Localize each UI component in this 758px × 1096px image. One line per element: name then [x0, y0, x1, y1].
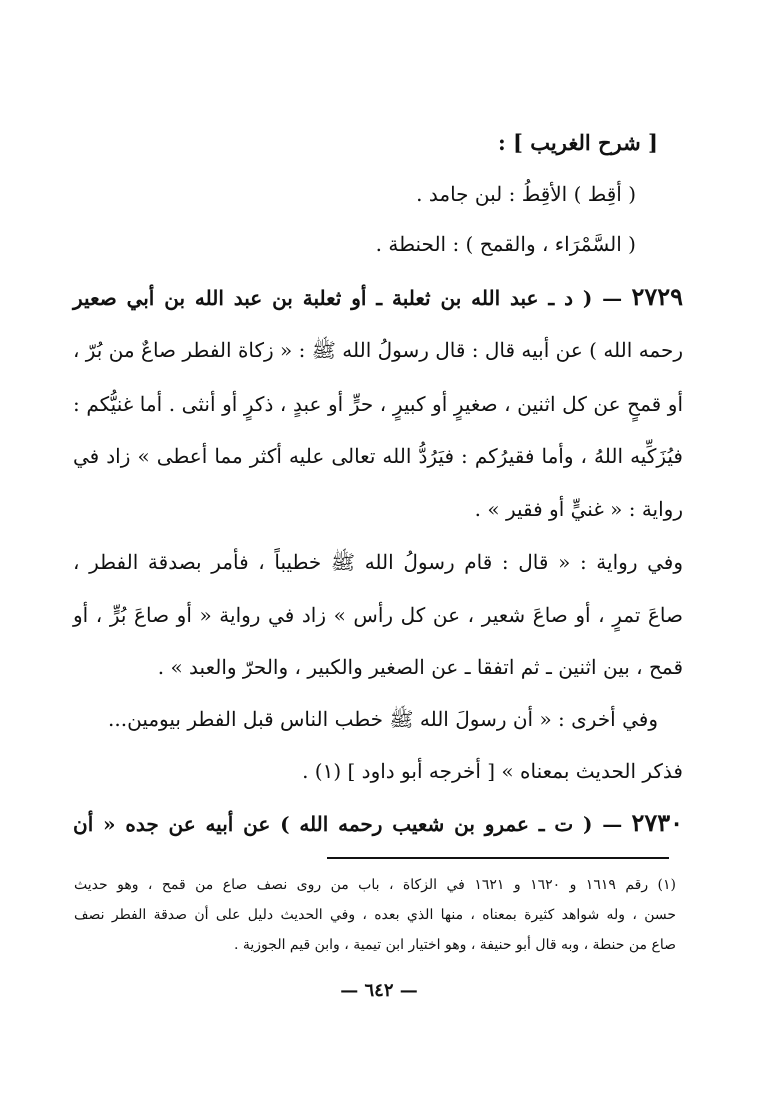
hadith-number: ٢٧٢٩ [631, 282, 683, 311]
hadith-narrator: — ( ت ـ عمرو بن شعيب رحمه الله ) عن أبيه عن جده « أن [73, 812, 623, 836]
hadith-line: فذكر الحديث بمعناه » [ أخرجه أبو داود ] (١) . [302, 759, 683, 783]
hadith-2730-header [73, 808, 683, 839]
gloss-heading: [ شرح الغريب ] : [497, 130, 658, 155]
gloss-line-samra: ( السَّمْرَاء ، والقمح ) : الحنطة . [375, 232, 636, 256]
hadith-line: قمح ، بين اثنين ـ ثم اتفقا ـ عن الصغير والكبير ، والحرّ والعبد » . [157, 655, 683, 679]
gloss-line-aqit: ( أقِط ) الأقِطُ : لبن جامد . [416, 182, 636, 206]
page-number: — ٦٤٢ — [340, 980, 418, 1001]
hadith-line: صاعَ تمرٍ ، أو صاعَ شعير ، عن كل رأس » زاد في رواية « أو صاعَ بُرٍّ ، أو [73, 603, 683, 627]
hadith-line: رواية : « غنيٍّ أو فقير » . [474, 497, 683, 521]
hadith-line: أو قمحٍ عن كل اثنين ، صغيرٍ أو كبيرٍ ، حرٍّ أو عبدٍ ، ذكرٍ أو أنثى . أما غنيُّكم : [73, 392, 683, 416]
footnote-line: (١) رقم ١٦١٩ و ١٦٢٠ و ١٦٢١ في الزكاة ، باب من روى نصف صاع من قمح ، وهو حديث [74, 877, 676, 893]
footnote-line: صاع من حنطة ، وبه قال أبو حنيفة ، وهو اختيار ابن تيمية ، وابن قيم الجوزية . [233, 937, 676, 953]
footnote-divider [327, 857, 669, 859]
footnote-line: حسن ، وله شواهد كثيرة بمعناه ، منها الذي بعده ، وفي الحديث دليل على أن صدقة الفطر نصف [74, 907, 676, 923]
hadith-line: رحمه الله ) عن أبيه قال : قال رسولُ الله ﷺ : « زكاة الفطر صاعٌ من بُرّ ، [72, 338, 683, 362]
hadith-2729-header [73, 282, 683, 313]
hadith-line: فيُزَكِّيه اللهُ ، وأما فقيرُكم : فيَرُدُّ الله تعالى عليه أكثر مما أعطى » زاد في [73, 444, 683, 468]
hadith-line: وفي أخرى : « أن رسولَ الله ﷺ خطب الناس قبل الفطر بيومين... [108, 707, 658, 731]
hadith-narrator: — ( د ـ عبد الله بن ثعلبة ـ أو ثعلبة بن عبد الله بن أبي صعير [73, 286, 623, 310]
hadith-number: ٢٧٣٠ [631, 808, 684, 837]
hadith-line: وفي رواية : « قال : قام رسولُ الله ﷺ خطيباً ، فأمر بصدقة الفطر ، [73, 550, 683, 574]
